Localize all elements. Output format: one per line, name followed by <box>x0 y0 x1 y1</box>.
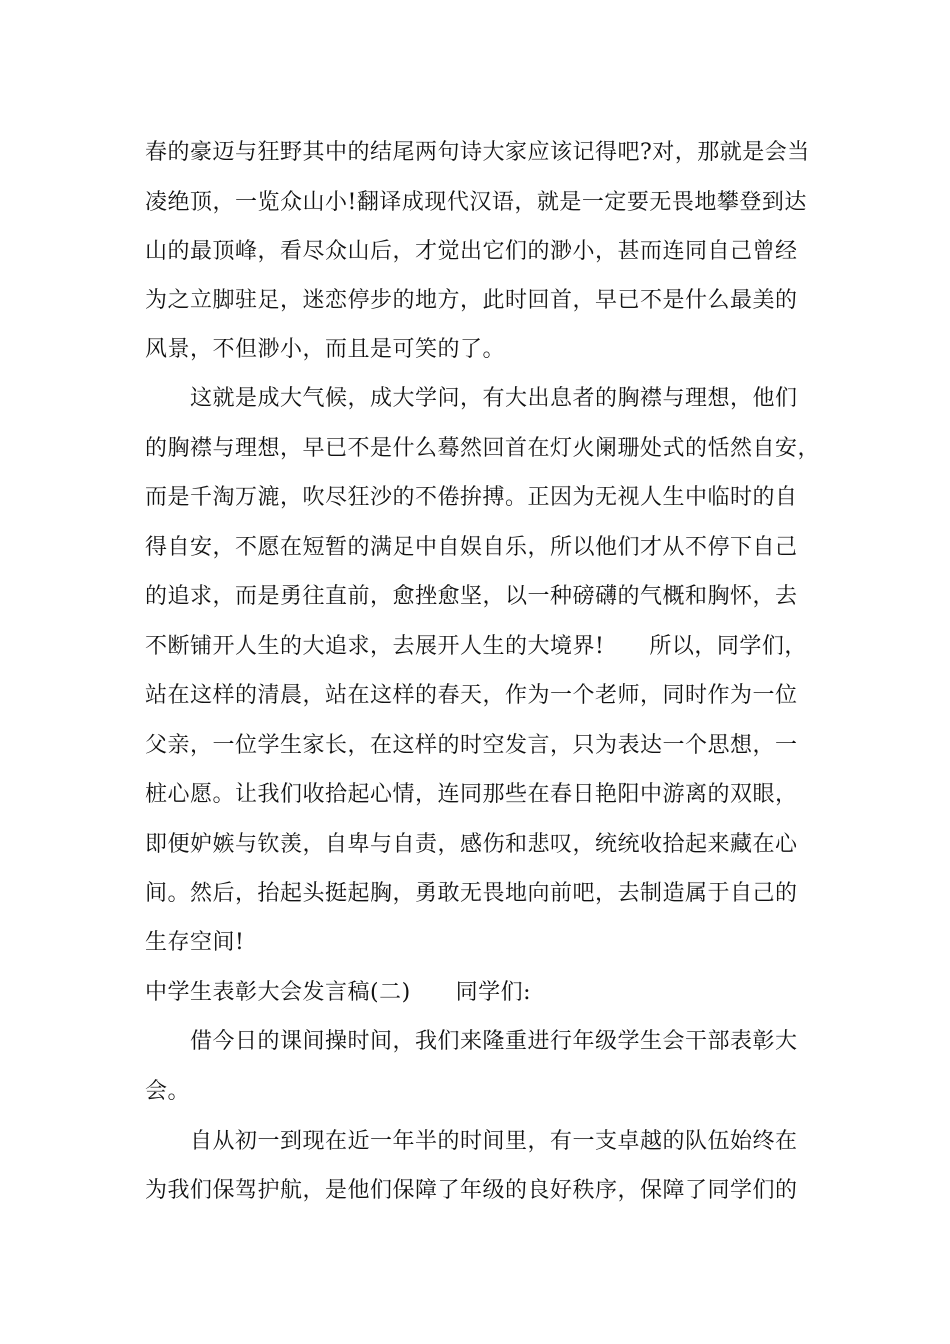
text-line: 间。然后，抬起头挺起胸，勇敢无畏地向前吧，去制造属于自己的 <box>145 881 798 906</box>
text-line: 为我们保驾护航，是他们保障了年级的良好秩序，保障了同学们的 <box>145 1178 798 1203</box>
text-line: 得自安，不愿在短暂的满足中自娱自乐，所以他们才从不停下自己 <box>145 535 798 560</box>
paragraph-first-line: 借今日的课间操时间，我们来隆重进行年级学生会干部表彰大 <box>190 1029 798 1054</box>
text-line: 而是千淘万漉，吹尽狂沙的不倦拚搏。正因为无视人生中临时的自 <box>145 485 798 510</box>
text-line: 的追求，而是勇往直前，愈挫愈坚，以一种磅礴的气概和胸怀，去 <box>145 584 798 609</box>
text-line: 即便妒嫉与钦羡，自卑与自责，感伤和悲叹，统统收拾起来藏在心 <box>145 832 798 857</box>
text-line: 桩心愿。让我们收拾起心情，连同那些在春日艳阳中游离的双眼， <box>145 782 798 807</box>
text-line: 风景，不但渺小，而且是可笑的了。 <box>145 337 506 362</box>
text-line: 凌绝顶，一览众山小!翻译成现代汉语，就是一定要无畏地攀登到达 <box>145 190 807 215</box>
section-heading: 中学生表彰大会发言稿(二) 同学们: <box>145 980 532 1005</box>
text-line: 山的最顶峰，看尽众山后，才觉出它们的渺小，甚而连同自己曾经 <box>145 239 798 264</box>
text-line: 父亲，一位学生家长，在这样的时空发言，只为表达一个思想，一 <box>145 733 798 758</box>
text-line: 不断铺开人生的大追求，去展开人生的大境界! 所以，同学们， <box>145 634 807 659</box>
text-line: 的胸襟与理想，早已不是什么蓦然回首在灯火阑珊处式的恬然自安， <box>145 436 821 461</box>
text-line: 春的豪迈与狂野其中的结尾两句诗大家应该记得吧?对，那就是会当 <box>145 140 810 165</box>
text-line: 会。 <box>145 1079 191 1104</box>
text-line: 生存空间! <box>145 930 245 955</box>
text-line: 站在这样的清晨，站在这样的春天，作为一个老师，同时作为一位 <box>145 683 798 708</box>
paragraph-first-line: 这就是成大气候，成大学问，有大出息者的胸襟与理想，他们 <box>190 386 798 411</box>
paragraph-first-line: 自从初一到现在近一年半的时间里，有一支卓越的队伍始终在 <box>190 1129 798 1154</box>
text-line: 为之立脚驻足，迷恋停步的地方，此时回首，早已不是什么最美的 <box>145 288 798 313</box>
